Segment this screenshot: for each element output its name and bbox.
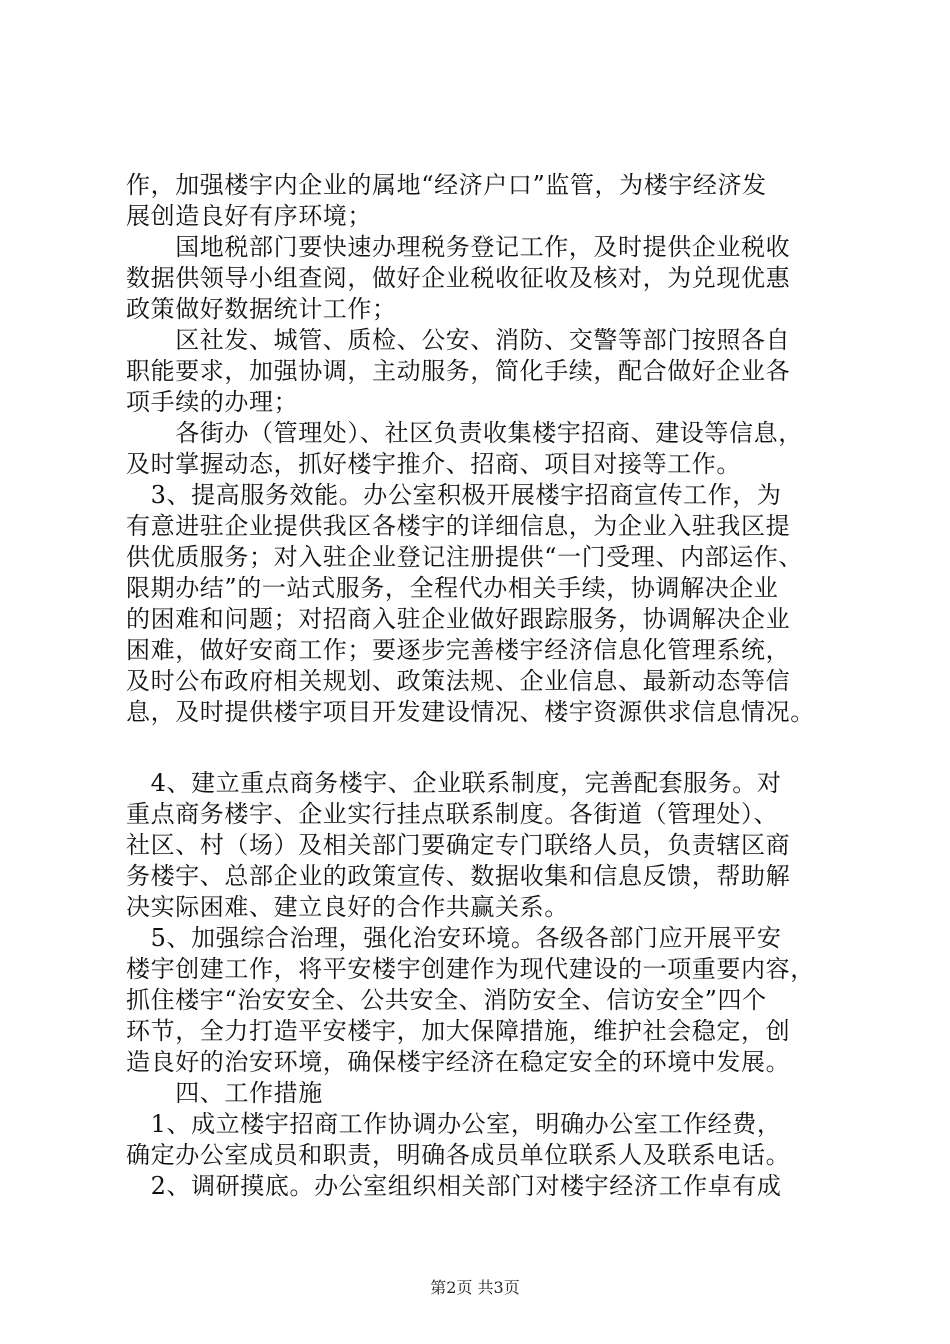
text-line: 5、加强综合治理，强化治安环境。各级各部门应开展平安 — [126, 924, 782, 952]
text-line: 有意进驻企业提供我区各楼宇的详细信息，为企业入驻我区提 — [126, 512, 791, 540]
text-line: 楼宇创建工作，将平安楼宇创建作为现代建设的一项重要内容， — [126, 955, 815, 983]
text-line: 4、建立重点商务楼宇、企业联系制度，完善配套服务。对 — [126, 769, 782, 797]
text-line: 2、调研摸底。办公室组织相关部门对楼宇经济工作卓有成 — [126, 1172, 782, 1200]
text-line: 决实际困难、建立良好的合作共赢关系。 — [126, 893, 569, 921]
text-line: 各街办（管理处）、社区负责收集楼宇招商、建设等信息， — [126, 419, 803, 447]
text-line: 职能要求，加强协调，主动服务，简化手续，配合做好企业各 — [126, 357, 791, 385]
text-line: 作，加强楼宇内企业的属地“经济户口”监管，为楼宇经济发 — [126, 171, 767, 199]
text-line: 数据供领导小组查阅，做好企业税收征收及核对，为兑现优惠 — [126, 264, 791, 292]
text-line: 及时公布政府相关规划、政策法规、企业信息、最新动态等信 — [126, 667, 791, 695]
text-line: 及时掌握动态，抓好楼宇推介、招商、项目对接等工作。 — [126, 450, 741, 478]
text-line: 供优质服务；对入驻企业登记注册提供“一门受理、内部运作、 — [126, 543, 804, 571]
text-line: 环节，全力打造平安楼宇，加大保障措施，维护社会稳定，创 — [126, 1017, 791, 1045]
document-body — [126, 170, 832, 1202]
page-footer — [0, 1278, 950, 1298]
text-line: 困难，做好安商工作；要逐步完善楼宇经济信息化管理系统， — [126, 636, 791, 664]
text-line: 重点商务楼宇、企业实行挂点联系制度。各街道（管理处）、 — [126, 800, 779, 828]
text-line: 社区、村（场）及相关部门要确定专门联络人员，负责辖区商 — [126, 831, 791, 859]
text-line: 政策做好数据统计工作； — [126, 295, 397, 323]
text-line: 限期办结”的一站式服务，全程代办相关手续，协调解决企业 — [126, 574, 779, 602]
text-line: 国地税部门要快速办理税务登记工作，及时提供企业税收 — [126, 233, 791, 261]
text-line: 抓住楼宇“治安安全、公共安全、消防安全、信访安全”四个 — [126, 986, 767, 1014]
text-line: 1、成立楼宇招商工作协调办公室，明确办公室工作经费， — [126, 1110, 782, 1138]
text-line: 3、提高服务效能。办公室积极开展楼宇招商宣传工作，为 — [126, 481, 782, 509]
text-line: 息，及时提供楼宇项目开发建设情况、楼宇资源供求信息情况。 — [126, 698, 815, 726]
text-line: 区社发、城管、质检、公安、消防、交警等部门按照各自 — [126, 326, 791, 354]
text-line: 展创造良好有序环境； — [126, 202, 372, 230]
text-line: 的困难和问题；对招商入驻企业做好跟踪服务，协调解决企业 — [126, 605, 791, 633]
text-line: 项手续的办理； — [126, 388, 299, 416]
text-line: 造良好的治安环境，确保楼宇经济在稳定安全的环境中发展。 — [126, 1048, 791, 1076]
section-heading: 四、工作措施 — [126, 1079, 323, 1107]
paragraph-gap — [126, 728, 832, 768]
page-indicator: 第2页 共3页 — [430, 1278, 520, 1297]
text-line: 确定办公室成员和职责，明确各成员单位联系人及联系电话。 — [126, 1141, 791, 1169]
text-line: 务楼宇、总部企业的政策宣传、数据收集和信息反馈，帮助解 — [126, 862, 791, 890]
